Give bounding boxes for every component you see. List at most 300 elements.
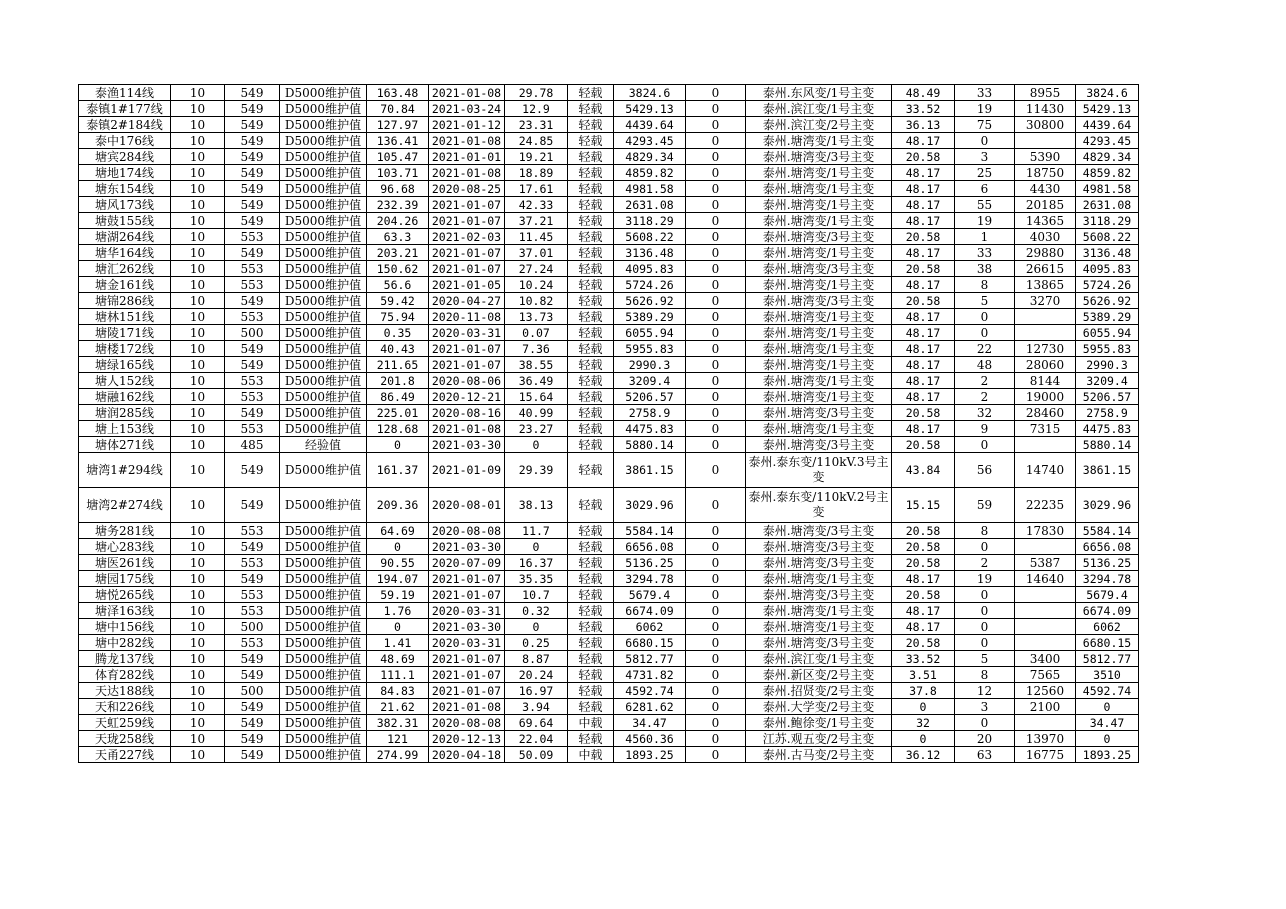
- remaining-capacity-cell: 2758.9: [1076, 405, 1139, 421]
- rated-current-cell: 549: [225, 699, 280, 715]
- available-capacity-cell: 2758.9: [614, 405, 686, 421]
- transformer-load-cell: 48.17: [892, 181, 955, 197]
- source-cell: D5000维护值: [280, 373, 367, 389]
- remaining-capacity-cell: 3294.78: [1076, 571, 1139, 587]
- source-cell: D5000维护值: [280, 619, 367, 635]
- flag-cell: 0: [686, 539, 746, 555]
- user-count-cell: 33: [955, 85, 1015, 101]
- load-rate-cell: 42.33: [505, 197, 568, 213]
- line-name-cell: 泰渔114线: [79, 85, 171, 101]
- available-capacity-cell: 4981.58: [614, 181, 686, 197]
- voltage-cell: 10: [171, 325, 225, 341]
- user-count-cell: 2: [955, 389, 1015, 405]
- transformer-cell: 泰州.塘湾变/3号主变: [746, 523, 892, 539]
- max-current-cell: 382.31: [367, 715, 429, 731]
- source-cell: D5000维护值: [280, 555, 367, 571]
- line-name-cell: 塘园175线: [79, 571, 171, 587]
- max-current-cell: 96.68: [367, 181, 429, 197]
- flag-cell: 0: [686, 405, 746, 421]
- load-status-cell: 轻载: [568, 181, 614, 197]
- transformer-cell: 泰州.塘湾变/1号主变: [746, 325, 892, 341]
- transformer-load-cell: 48.17: [892, 571, 955, 587]
- flag-cell: 0: [686, 341, 746, 357]
- voltage-cell: 10: [171, 731, 225, 747]
- load-status-cell: 轻载: [568, 405, 614, 421]
- transformer-load-cell: 20.58: [892, 293, 955, 309]
- available-capacity-cell: 5626.92: [614, 293, 686, 309]
- rated-current-cell: 549: [225, 715, 280, 731]
- source-cell: D5000维护值: [280, 341, 367, 357]
- user-count-cell: 8: [955, 667, 1015, 683]
- max-current-cell: 103.71: [367, 165, 429, 181]
- capacity-cell: 19000: [1015, 389, 1076, 405]
- remaining-capacity-cell: 6062: [1076, 619, 1139, 635]
- table-row: [79, 651, 1139, 667]
- max-current-cell: 86.49: [367, 389, 429, 405]
- rated-current-cell: 553: [225, 277, 280, 293]
- transformer-load-cell: 48.17: [892, 309, 955, 325]
- available-capacity-cell: 5429.13: [614, 101, 686, 117]
- max-current-cell: 0: [367, 539, 429, 555]
- transformer-load-cell: 36.12: [892, 747, 955, 763]
- available-capacity-cell: 3294.78: [614, 571, 686, 587]
- line-name-cell: 塘润285线: [79, 405, 171, 421]
- capacity-cell: [1015, 133, 1076, 149]
- load-status-cell: 轻载: [568, 325, 614, 341]
- transformer-cell: 泰州.滨江变/1号主变: [746, 101, 892, 117]
- max-current-cell: 0: [367, 619, 429, 635]
- load-rate-cell: 23.27: [505, 421, 568, 437]
- rated-current-cell: 500: [225, 619, 280, 635]
- transformer-cell: 泰州.新区变/2号主变: [746, 667, 892, 683]
- load-rate-cell: 0.32: [505, 603, 568, 619]
- source-cell: D5000维护值: [280, 85, 367, 101]
- transformer-load-cell: 48.17: [892, 197, 955, 213]
- flag-cell: 0: [686, 488, 746, 523]
- line-name-cell: 塘人152线: [79, 373, 171, 389]
- table-row: [79, 261, 1139, 277]
- voltage-cell: 10: [171, 357, 225, 373]
- remaining-capacity-cell: 34.47: [1076, 715, 1139, 731]
- flag-cell: 0: [686, 229, 746, 245]
- voltage-cell: 10: [171, 309, 225, 325]
- table-row: [79, 405, 1139, 421]
- available-capacity-cell: 5724.26: [614, 277, 686, 293]
- capacity-cell: [1015, 539, 1076, 555]
- load-rate-cell: 3.94: [505, 699, 568, 715]
- date-cell: 2021-01-01: [429, 149, 505, 165]
- load-rate-cell: 13.73: [505, 309, 568, 325]
- max-current-cell: 59.42: [367, 293, 429, 309]
- remaining-capacity-cell: 2631.08: [1076, 197, 1139, 213]
- load-rate-cell: 22.04: [505, 731, 568, 747]
- line-name-cell: 塘融162线: [79, 389, 171, 405]
- load-rate-cell: 17.61: [505, 181, 568, 197]
- capacity-cell: [1015, 619, 1076, 635]
- date-cell: 2020-03-31: [429, 603, 505, 619]
- table-row: [79, 699, 1139, 715]
- table-row: [79, 555, 1139, 571]
- capacity-cell: 22235: [1015, 488, 1076, 523]
- table-row: [79, 277, 1139, 293]
- date-cell: 2021-01-09: [429, 453, 505, 488]
- flag-cell: 0: [686, 293, 746, 309]
- rated-current-cell: 549: [225, 731, 280, 747]
- transformer-load-cell: 48.17: [892, 357, 955, 373]
- remaining-capacity-cell: 4293.45: [1076, 133, 1139, 149]
- source-cell: D5000维护值: [280, 539, 367, 555]
- line-name-cell: 泰中176线: [79, 133, 171, 149]
- line-name-cell: 塘上153线: [79, 421, 171, 437]
- load-status-cell: 轻载: [568, 277, 614, 293]
- source-cell: D5000维护值: [280, 715, 367, 731]
- user-count-cell: 33: [955, 245, 1015, 261]
- transformer-load-cell: 20.58: [892, 587, 955, 603]
- transformer-load-cell: 36.13: [892, 117, 955, 133]
- date-cell: 2020-08-06: [429, 373, 505, 389]
- flag-cell: 0: [686, 731, 746, 747]
- date-cell: 2021-01-08: [429, 699, 505, 715]
- capacity-cell: 5387: [1015, 555, 1076, 571]
- load-status-cell: 轻载: [568, 651, 614, 667]
- table-row: [79, 373, 1139, 389]
- transformer-cell: 泰州.塘湾变/1号主变: [746, 389, 892, 405]
- load-rate-cell: 16.37: [505, 555, 568, 571]
- voltage-cell: 10: [171, 488, 225, 523]
- remaining-capacity-cell: 4095.83: [1076, 261, 1139, 277]
- capacity-cell: 28460: [1015, 405, 1076, 421]
- source-cell: D5000维护值: [280, 325, 367, 341]
- load-rate-cell: 27.24: [505, 261, 568, 277]
- voltage-cell: 10: [171, 651, 225, 667]
- line-name-cell: 塘悦265线: [79, 587, 171, 603]
- available-capacity-cell: 4859.82: [614, 165, 686, 181]
- voltage-cell: 10: [171, 571, 225, 587]
- load-rate-cell: 0: [505, 619, 568, 635]
- user-count-cell: 59: [955, 488, 1015, 523]
- transformer-load-cell: 37.8: [892, 683, 955, 699]
- user-count-cell: 9: [955, 421, 1015, 437]
- table-row: [79, 133, 1139, 149]
- user-count-cell: 3: [955, 149, 1015, 165]
- available-capacity-cell: 6680.15: [614, 635, 686, 651]
- available-capacity-cell: 5136.25: [614, 555, 686, 571]
- table-row: [79, 197, 1139, 213]
- load-rate-cell: 19.21: [505, 149, 568, 165]
- capacity-cell: 16775: [1015, 747, 1076, 763]
- load-status-cell: 轻载: [568, 229, 614, 245]
- load-status-cell: 中载: [568, 715, 614, 731]
- max-current-cell: 40.43: [367, 341, 429, 357]
- line-name-cell: 天虹259线: [79, 715, 171, 731]
- remaining-capacity-cell: 5626.92: [1076, 293, 1139, 309]
- remaining-capacity-cell: 5429.13: [1076, 101, 1139, 117]
- load-status-cell: 轻载: [568, 117, 614, 133]
- user-count-cell: 19: [955, 101, 1015, 117]
- max-current-cell: 150.62: [367, 261, 429, 277]
- date-cell: 2021-01-07: [429, 651, 505, 667]
- available-capacity-cell: 6674.09: [614, 603, 686, 619]
- remaining-capacity-cell: 5955.83: [1076, 341, 1139, 357]
- date-cell: 2021-01-07: [429, 357, 505, 373]
- load-rate-cell: 0: [505, 539, 568, 555]
- transformer-load-cell: 48.17: [892, 245, 955, 261]
- source-cell: D5000维护值: [280, 651, 367, 667]
- remaining-capacity-cell: 5608.22: [1076, 229, 1139, 245]
- load-rate-cell: 10.7: [505, 587, 568, 603]
- source-cell: D5000维护值: [280, 181, 367, 197]
- source-cell: D5000维护值: [280, 731, 367, 747]
- rated-current-cell: 549: [225, 101, 280, 117]
- rated-current-cell: 553: [225, 389, 280, 405]
- table-row: [79, 667, 1139, 683]
- source-cell: D5000维护值: [280, 488, 367, 523]
- voltage-cell: 10: [171, 85, 225, 101]
- capacity-cell: 5390: [1015, 149, 1076, 165]
- max-current-cell: 127.97: [367, 117, 429, 133]
- voltage-cell: 10: [171, 405, 225, 421]
- transformer-cell: 泰州.塘湾变/1号主变: [746, 181, 892, 197]
- transformer-load-cell: 48.17: [892, 603, 955, 619]
- available-capacity-cell: 5880.14: [614, 437, 686, 453]
- source-cell: D5000维护值: [280, 165, 367, 181]
- transformer-cell: 泰州.塘湾变/3号主变: [746, 149, 892, 165]
- capacity-cell: 14640: [1015, 571, 1076, 587]
- flag-cell: 0: [686, 667, 746, 683]
- flag-cell: 0: [686, 699, 746, 715]
- voltage-cell: 10: [171, 133, 225, 149]
- line-name-cell: 天甬227线: [79, 747, 171, 763]
- load-status-cell: 轻载: [568, 357, 614, 373]
- available-capacity-cell: 4439.64: [614, 117, 686, 133]
- load-status-cell: 轻载: [568, 293, 614, 309]
- flag-cell: 0: [686, 715, 746, 731]
- user-count-cell: 63: [955, 747, 1015, 763]
- user-count-cell: 75: [955, 117, 1015, 133]
- transformer-cell: 泰州.塘湾变/1号主变: [746, 421, 892, 437]
- available-capacity-cell: 4293.45: [614, 133, 686, 149]
- flag-cell: 0: [686, 437, 746, 453]
- capacity-cell: 3270: [1015, 293, 1076, 309]
- transformer-load-cell: 20.58: [892, 229, 955, 245]
- transformer-cell: 泰州.塘湾变/3号主变: [746, 293, 892, 309]
- capacity-cell: [1015, 437, 1076, 453]
- transformer-cell: 泰州.鲍徐变/1号主变: [746, 715, 892, 731]
- flag-cell: 0: [686, 683, 746, 699]
- remaining-capacity-cell: 3824.6: [1076, 85, 1139, 101]
- line-name-cell: 泰镇1#177线: [79, 101, 171, 117]
- transformer-load-cell: 20.58: [892, 523, 955, 539]
- source-cell: D5000维护值: [280, 229, 367, 245]
- load-rate-cell: 29.39: [505, 453, 568, 488]
- date-cell: 2020-03-31: [429, 635, 505, 651]
- capacity-cell: 7565: [1015, 667, 1076, 683]
- remaining-capacity-cell: 2990.3: [1076, 357, 1139, 373]
- user-count-cell: 0: [955, 635, 1015, 651]
- available-capacity-cell: 5812.77: [614, 651, 686, 667]
- max-current-cell: 128.68: [367, 421, 429, 437]
- available-capacity-cell: 3118.29: [614, 213, 686, 229]
- user-count-cell: 8: [955, 277, 1015, 293]
- capacity-cell: 13970: [1015, 731, 1076, 747]
- voltage-cell: 10: [171, 277, 225, 293]
- load-rate-cell: 23.31: [505, 117, 568, 133]
- capacity-cell: [1015, 309, 1076, 325]
- rated-current-cell: 549: [225, 181, 280, 197]
- voltage-cell: 10: [171, 181, 225, 197]
- transformer-load-cell: 48.17: [892, 341, 955, 357]
- source-cell: D5000维护值: [280, 277, 367, 293]
- transformer-cell: 泰州.古马变/2号主变: [746, 747, 892, 763]
- load-rate-cell: 40.99: [505, 405, 568, 421]
- user-count-cell: 0: [955, 587, 1015, 603]
- flag-cell: 0: [686, 325, 746, 341]
- load-rate-cell: 0.25: [505, 635, 568, 651]
- voltage-cell: 10: [171, 667, 225, 683]
- load-rate-cell: 16.97: [505, 683, 568, 699]
- rated-current-cell: 549: [225, 405, 280, 421]
- load-status-cell: 中载: [568, 747, 614, 763]
- load-status-cell: 轻载: [568, 488, 614, 523]
- flag-cell: 0: [686, 309, 746, 325]
- max-current-cell: 121: [367, 731, 429, 747]
- remaining-capacity-cell: 5584.14: [1076, 523, 1139, 539]
- max-current-cell: 161.37: [367, 453, 429, 488]
- remaining-capacity-cell: 5136.25: [1076, 555, 1139, 571]
- source-cell: D5000维护值: [280, 357, 367, 373]
- source-cell: 经验值: [280, 437, 367, 453]
- source-cell: D5000维护值: [280, 421, 367, 437]
- remaining-capacity-cell: 6055.94: [1076, 325, 1139, 341]
- date-cell: 2020-12-13: [429, 731, 505, 747]
- table-row: [79, 539, 1139, 555]
- date-cell: 2020-04-27: [429, 293, 505, 309]
- max-current-cell: 201.8: [367, 373, 429, 389]
- voltage-cell: 10: [171, 715, 225, 731]
- source-cell: D5000维护值: [280, 635, 367, 651]
- remaining-capacity-cell: 4439.64: [1076, 117, 1139, 133]
- capacity-cell: 8144: [1015, 373, 1076, 389]
- table-body: [79, 85, 1139, 763]
- date-cell: 2021-01-07: [429, 341, 505, 357]
- table-row: [79, 747, 1139, 763]
- available-capacity-cell: 3136.48: [614, 245, 686, 261]
- max-current-cell: 1.41: [367, 635, 429, 651]
- date-cell: 2021-03-30: [429, 437, 505, 453]
- available-capacity-cell: 2990.3: [614, 357, 686, 373]
- load-rate-cell: 20.24: [505, 667, 568, 683]
- flag-cell: 0: [686, 261, 746, 277]
- user-count-cell: 0: [955, 619, 1015, 635]
- flag-cell: 0: [686, 747, 746, 763]
- max-current-cell: 274.99: [367, 747, 429, 763]
- date-cell: 2020-12-21: [429, 389, 505, 405]
- source-cell: D5000维护值: [280, 571, 367, 587]
- line-name-cell: 塘泽163线: [79, 603, 171, 619]
- load-status-cell: 轻载: [568, 213, 614, 229]
- rated-current-cell: 553: [225, 587, 280, 603]
- max-current-cell: 75.94: [367, 309, 429, 325]
- line-name-cell: 塘中282线: [79, 635, 171, 651]
- load-rate-cell: 18.89: [505, 165, 568, 181]
- capacity-cell: 4030: [1015, 229, 1076, 245]
- line-name-cell: 塘湾1#294线: [79, 453, 171, 488]
- capacity-cell: 2100: [1015, 699, 1076, 715]
- transformer-load-cell: 43.84: [892, 453, 955, 488]
- remaining-capacity-cell: 3510: [1076, 667, 1139, 683]
- date-cell: 2021-01-08: [429, 133, 505, 149]
- capacity-cell: 18750: [1015, 165, 1076, 181]
- load-status-cell: 轻载: [568, 619, 614, 635]
- transformer-cell: 泰州.泰东变/110kV.3号主变: [746, 453, 892, 488]
- table-row: [79, 85, 1139, 101]
- load-status-cell: 轻载: [568, 539, 614, 555]
- flag-cell: 0: [686, 587, 746, 603]
- date-cell: 2020-08-01: [429, 488, 505, 523]
- flag-cell: 0: [686, 603, 746, 619]
- max-current-cell: 64.69: [367, 523, 429, 539]
- flag-cell: 0: [686, 453, 746, 488]
- table-row: [79, 421, 1139, 437]
- date-cell: 2021-03-24: [429, 101, 505, 117]
- max-current-cell: 21.62: [367, 699, 429, 715]
- line-name-cell: 塘湖264线: [79, 229, 171, 245]
- remaining-capacity-cell: 0: [1076, 699, 1139, 715]
- capacity-cell: 28060: [1015, 357, 1076, 373]
- load-status-cell: 轻载: [568, 683, 614, 699]
- table-row: [79, 715, 1139, 731]
- max-current-cell: 84.83: [367, 683, 429, 699]
- load-status-cell: 轻载: [568, 699, 614, 715]
- load-rate-cell: 38.55: [505, 357, 568, 373]
- capacity-cell: 12730: [1015, 341, 1076, 357]
- flag-cell: 0: [686, 181, 746, 197]
- remaining-capacity-cell: 5724.26: [1076, 277, 1139, 293]
- rated-current-cell: 553: [225, 603, 280, 619]
- load-rate-cell: 11.45: [505, 229, 568, 245]
- available-capacity-cell: 5955.83: [614, 341, 686, 357]
- available-capacity-cell: 4731.82: [614, 667, 686, 683]
- flag-cell: 0: [686, 85, 746, 101]
- source-cell: D5000维护值: [280, 603, 367, 619]
- load-status-cell: 轻载: [568, 389, 614, 405]
- date-cell: 2020-08-08: [429, 715, 505, 731]
- date-cell: 2021-01-07: [429, 587, 505, 603]
- rated-current-cell: 549: [225, 357, 280, 373]
- spreadsheet-table: [78, 84, 1139, 763]
- transformer-load-cell: 33.52: [892, 101, 955, 117]
- user-count-cell: 2: [955, 373, 1015, 389]
- date-cell: 2021-03-30: [429, 539, 505, 555]
- flag-cell: 0: [686, 373, 746, 389]
- transformer-cell: 泰州.塘湾变/3号主变: [746, 555, 892, 571]
- remaining-capacity-cell: 3861.15: [1076, 453, 1139, 488]
- available-capacity-cell: 5608.22: [614, 229, 686, 245]
- available-capacity-cell: 4095.83: [614, 261, 686, 277]
- rated-current-cell: 553: [225, 555, 280, 571]
- rated-current-cell: 549: [225, 85, 280, 101]
- transformer-cell: 泰州.滨江变/1号主变: [746, 651, 892, 667]
- remaining-capacity-cell: 3118.29: [1076, 213, 1139, 229]
- available-capacity-cell: 5389.29: [614, 309, 686, 325]
- load-rate-cell: 37.21: [505, 213, 568, 229]
- load-status-cell: 轻载: [568, 437, 614, 453]
- flag-cell: 0: [686, 149, 746, 165]
- transformer-cell: 泰州.塘湾变/3号主变: [746, 229, 892, 245]
- available-capacity-cell: 1893.25: [614, 747, 686, 763]
- transformer-load-cell: 20.58: [892, 437, 955, 453]
- available-capacity-cell: 34.47: [614, 715, 686, 731]
